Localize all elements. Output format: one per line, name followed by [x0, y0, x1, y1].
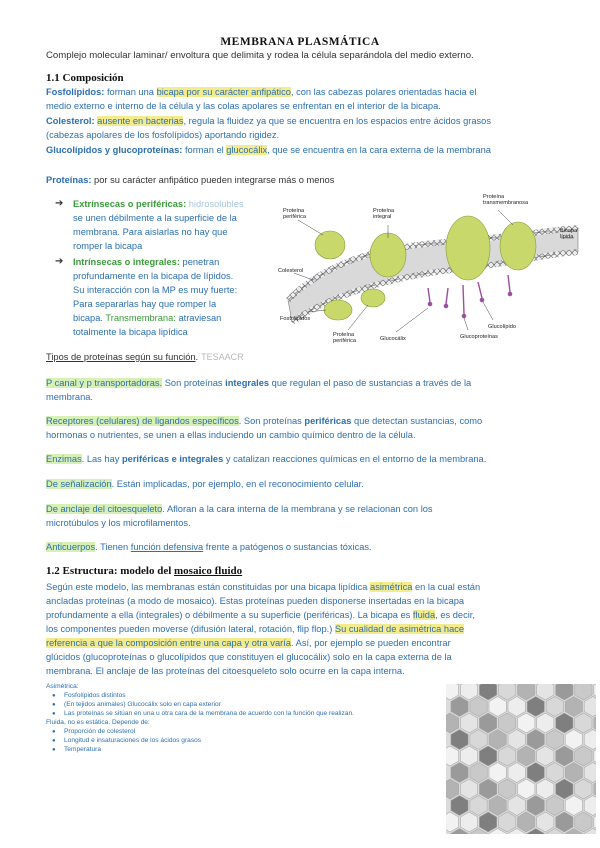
estructura-line-5: [46, 638, 451, 648]
extrinsecas-line-3: membrana. Para aislarlas no hay que: [73, 227, 228, 237]
label-part: periférica: [283, 214, 307, 220]
highlight-anticuerpos: Anticuerpos: [46, 542, 96, 552]
text: , que se encuentra en la cara externa de la membrana: [267, 145, 491, 155]
note-a2: (En tejidos animales) Glucocálix solo en capa exterior: [64, 701, 221, 708]
text: atraviesan: [175, 313, 222, 323]
text: . Así, por ejemplo se pueden encontrar: [290, 638, 451, 648]
text: profundamente a ella (integrales) o débilmente a su superficie (periféricas). La bicapa es: [46, 610, 413, 620]
canal-line-1: [46, 378, 471, 388]
label-proteina-periferica: [283, 208, 307, 220]
text: Son proteínas: [162, 378, 226, 388]
highlight-senalizacion: De señalización: [46, 479, 112, 489]
text: por su carácter anfipático pueden integrarse más o menos: [91, 175, 335, 185]
label-part: Proteína: [373, 208, 395, 214]
bold-perifericas-integrales: periféricas e integrales: [121, 454, 224, 464]
extrinsecas-line-4: romper la bicapa: [73, 241, 143, 251]
text: y catalizan reacciones químicas en el entorno de la membrana.: [223, 454, 487, 464]
bullet-icon: ●: [52, 702, 56, 708]
label-glucoproteinas: [460, 334, 498, 340]
arrow-icon: ➔: [55, 256, 64, 267]
label-colesterol: [278, 268, 303, 274]
intrinsecas-line-2: profundamente en la bicapa de lípidos.: [73, 271, 234, 281]
estructura-line-1: [46, 582, 480, 592]
text: , con las cabezas polares orientadas hacia el: [290, 87, 477, 97]
underline-defensiva: función defensiva: [130, 542, 204, 552]
label-part: Glucolípido: [488, 324, 516, 330]
label-part: periférica: [333, 338, 357, 344]
anclaje-line-2: microtúbulos y los microfilamentos.: [46, 518, 191, 528]
bullet-icon: ●: [52, 747, 56, 753]
highlight-asimetrica: asimétrica: [370, 582, 413, 592]
anclaje-line-1: [46, 504, 433, 514]
mosaic-tile-image: [446, 684, 596, 834]
text: frente a patógenos o sustancias tóxicas.: [203, 542, 372, 552]
text: bicapa.: [73, 313, 106, 323]
label-part: Bicapa: [560, 228, 578, 234]
receptores-line-1: [46, 416, 482, 426]
glucolipidos-line: [46, 145, 491, 155]
text: Tipos de proteínas según su función: [46, 352, 196, 362]
section-heading-composicion: 1.1 Composición: [46, 72, 124, 84]
senalizacion-line: [46, 479, 364, 489]
text: forman el: [182, 145, 227, 155]
estructura-line-3: [46, 610, 475, 620]
text: . Son proteínas: [238, 416, 305, 426]
highlight-referencia: referencia a que la composición entre una capa y otra varía: [46, 638, 291, 648]
tag: TESAACR: [201, 352, 244, 362]
receptores-line-2: hormonas o nutrientes, se unen a ellas induciendo un cambio químico dentro de la célula.: [46, 430, 416, 440]
label-part: transmembranosa: [483, 200, 529, 206]
section-heading-estructura: [46, 565, 242, 577]
text: .: [195, 352, 199, 362]
colesterol-label: Colesterol:: [46, 116, 95, 126]
highlight-fluida: fluida: [412, 610, 436, 620]
label-part: lípida: [560, 234, 574, 240]
proteinas-line: [46, 175, 334, 185]
text: 1.2 Estructura: modelo del: [46, 565, 175, 577]
highlight-glucocalix: glucocálix: [226, 145, 268, 155]
arrow-icon: ➔: [55, 198, 64, 209]
note-asimetrica: Asimétrica:: [46, 683, 79, 690]
label-part: Colesterol: [278, 268, 304, 274]
text: . Están implicadas, por ejemplo, en el reconocimiento celular.: [111, 479, 364, 489]
highlight-bacterias: ausente en bacterias: [97, 116, 184, 126]
label-part: Proteína: [283, 208, 305, 214]
bullet-icon: ●: [52, 729, 56, 735]
text: . Tienen: [95, 542, 131, 552]
underline-mosaico: mosaico fluido: [174, 565, 243, 577]
note-fluida: Fluida, no es estática. Depende de:: [46, 719, 150, 726]
fosfolipidos-label: Fosfolípidos:: [46, 87, 105, 97]
highlight-canal: P canal y p transportadoras.: [46, 378, 163, 388]
label-proteina-periferica-2: [333, 332, 357, 344]
highlight-bicapa: bicapa por su carácter anfipático: [156, 87, 291, 97]
label-part: Glucocálix: [380, 336, 406, 342]
intrinsecas-line-5: [73, 313, 221, 323]
transmembrana-label: Transmembrana:: [105, 313, 176, 323]
bullet-icon: ●: [52, 711, 56, 717]
estructura-line-4: [46, 624, 464, 634]
note-f1: Proporción de colesterol: [64, 728, 136, 735]
bold-integrales: integrales: [225, 378, 270, 388]
anticuerpos-line: [46, 542, 372, 552]
label-glucocalix: [380, 336, 406, 342]
text: . Las hay: [81, 454, 122, 464]
estructura-line-6: glúcidos (glucoproteínas o glucolípidos que constituyen el glucocálix) solo en la capa externa de la: [46, 652, 452, 662]
label-part: Glucoproteínas: [460, 334, 498, 340]
text: forman una: [104, 87, 157, 97]
intrinsecas-line-1: [73, 257, 219, 267]
bullet-icon: ●: [52, 738, 56, 744]
label-proteina-integral: [373, 208, 395, 220]
membrane-diagram: [278, 190, 594, 350]
note-a1: Fosfolípidos distintos: [64, 692, 126, 699]
highlight-receptores: Receptores (celulares) de ligandos específicos: [46, 416, 239, 426]
proteinas-label: Proteínas:: [46, 175, 92, 185]
text: , regula la fluidez ya que se encuentra en los espacios entre ácidos grasos: [183, 116, 491, 126]
intrinsecas-line-3: Su interacción con la MP es muy fuerte:: [73, 285, 238, 295]
extrinsecas-line-2: se unen débilmente a la superficie de la: [73, 213, 237, 223]
intrinsecas-line-6: totalmente la bicapa lipídica: [73, 327, 188, 337]
note-f3: Temperatura: [64, 746, 102, 753]
highlight-cualidad: Su cualidad de asimétrica hace: [334, 624, 465, 634]
label-glucolipido: [488, 324, 516, 330]
label-fosfolipidos: [280, 316, 310, 322]
enzimas-line: [46, 454, 486, 464]
highlight-anclaje: De anclaje del citoesqueleto: [46, 504, 163, 514]
label-part: Proteína: [483, 194, 505, 200]
extrinsecas-line-1: [73, 199, 244, 209]
tipos-heading: [46, 352, 244, 362]
text: penetran: [179, 257, 220, 267]
text: . Afloran a la cara interna de la membrana y se relacionan con los: [162, 504, 433, 514]
estructura-line-7: membrana. El anclaje de las proteínas del citoesqueleto solo ocurre en la capa interna.: [46, 666, 405, 676]
text: que regulan el paso de sustancias a través de la: [269, 378, 472, 388]
colesterol-line-2: (cabezas apolares de los fosfolípidos) aportando rigidez.: [46, 130, 280, 140]
note-f2: Longitud e insaturaciones de los ácidos grasos: [64, 737, 202, 744]
highlight-enzimas: Enzimas: [46, 454, 82, 464]
text: hidrosolubles: [188, 199, 244, 209]
label-part: Fosfolípidos: [280, 316, 311, 322]
note-a3: Las proteínas se sitúan en una u otra cara de la membrana de acuerdo con la función que realizan.: [64, 710, 354, 717]
colesterol-line-1: [46, 116, 491, 126]
text: Según este modelo, las membranas están constituidas por una bicapa lipídica: [46, 582, 371, 592]
canal-line-2: membrana.: [46, 392, 94, 402]
glucolipidos-label: Glucolípidos y glucoproteínas:: [46, 145, 183, 155]
text: que detectan sustancias, como: [351, 416, 483, 426]
extrinsecas-label: Extrínsecas o periféricas:: [73, 199, 187, 209]
label-proteina-transmembranosa: [483, 194, 529, 206]
fosfolipidos-line-2: medio externo e interno de la célula y las colas apolares se enfrentan en el interior de la bicapa.: [46, 101, 441, 111]
bullet-icon: ●: [52, 693, 56, 699]
estructura-line-2: ancladas proteínas (a modo de mosaico). Estas proteínas pueden disponerse insertadas en la bicapa: [46, 596, 465, 606]
label-part: integral: [373, 214, 392, 220]
intrinsecas-label: Intrínsecas o integrales:: [73, 257, 180, 267]
text: los componentes pueden moverse (difusión lateral, rotación, flip flop.): [46, 624, 335, 634]
fosfolipidos-line-1: [46, 87, 476, 97]
intrinsecas-line-4: Para separarlas hay que romper la: [73, 299, 217, 309]
bold-perifericas: periféricas: [304, 416, 352, 426]
page-title: MEMBRANA PLASMÁTICA: [220, 36, 380, 48]
text: en la cual están: [412, 582, 481, 592]
text: , es decir,: [435, 610, 475, 620]
label-part: Proteína: [333, 332, 355, 338]
intro-text: Complejo molecular laminar/ envoltura que delimita y rodea la célula separándola del medio externo.: [46, 50, 474, 61]
